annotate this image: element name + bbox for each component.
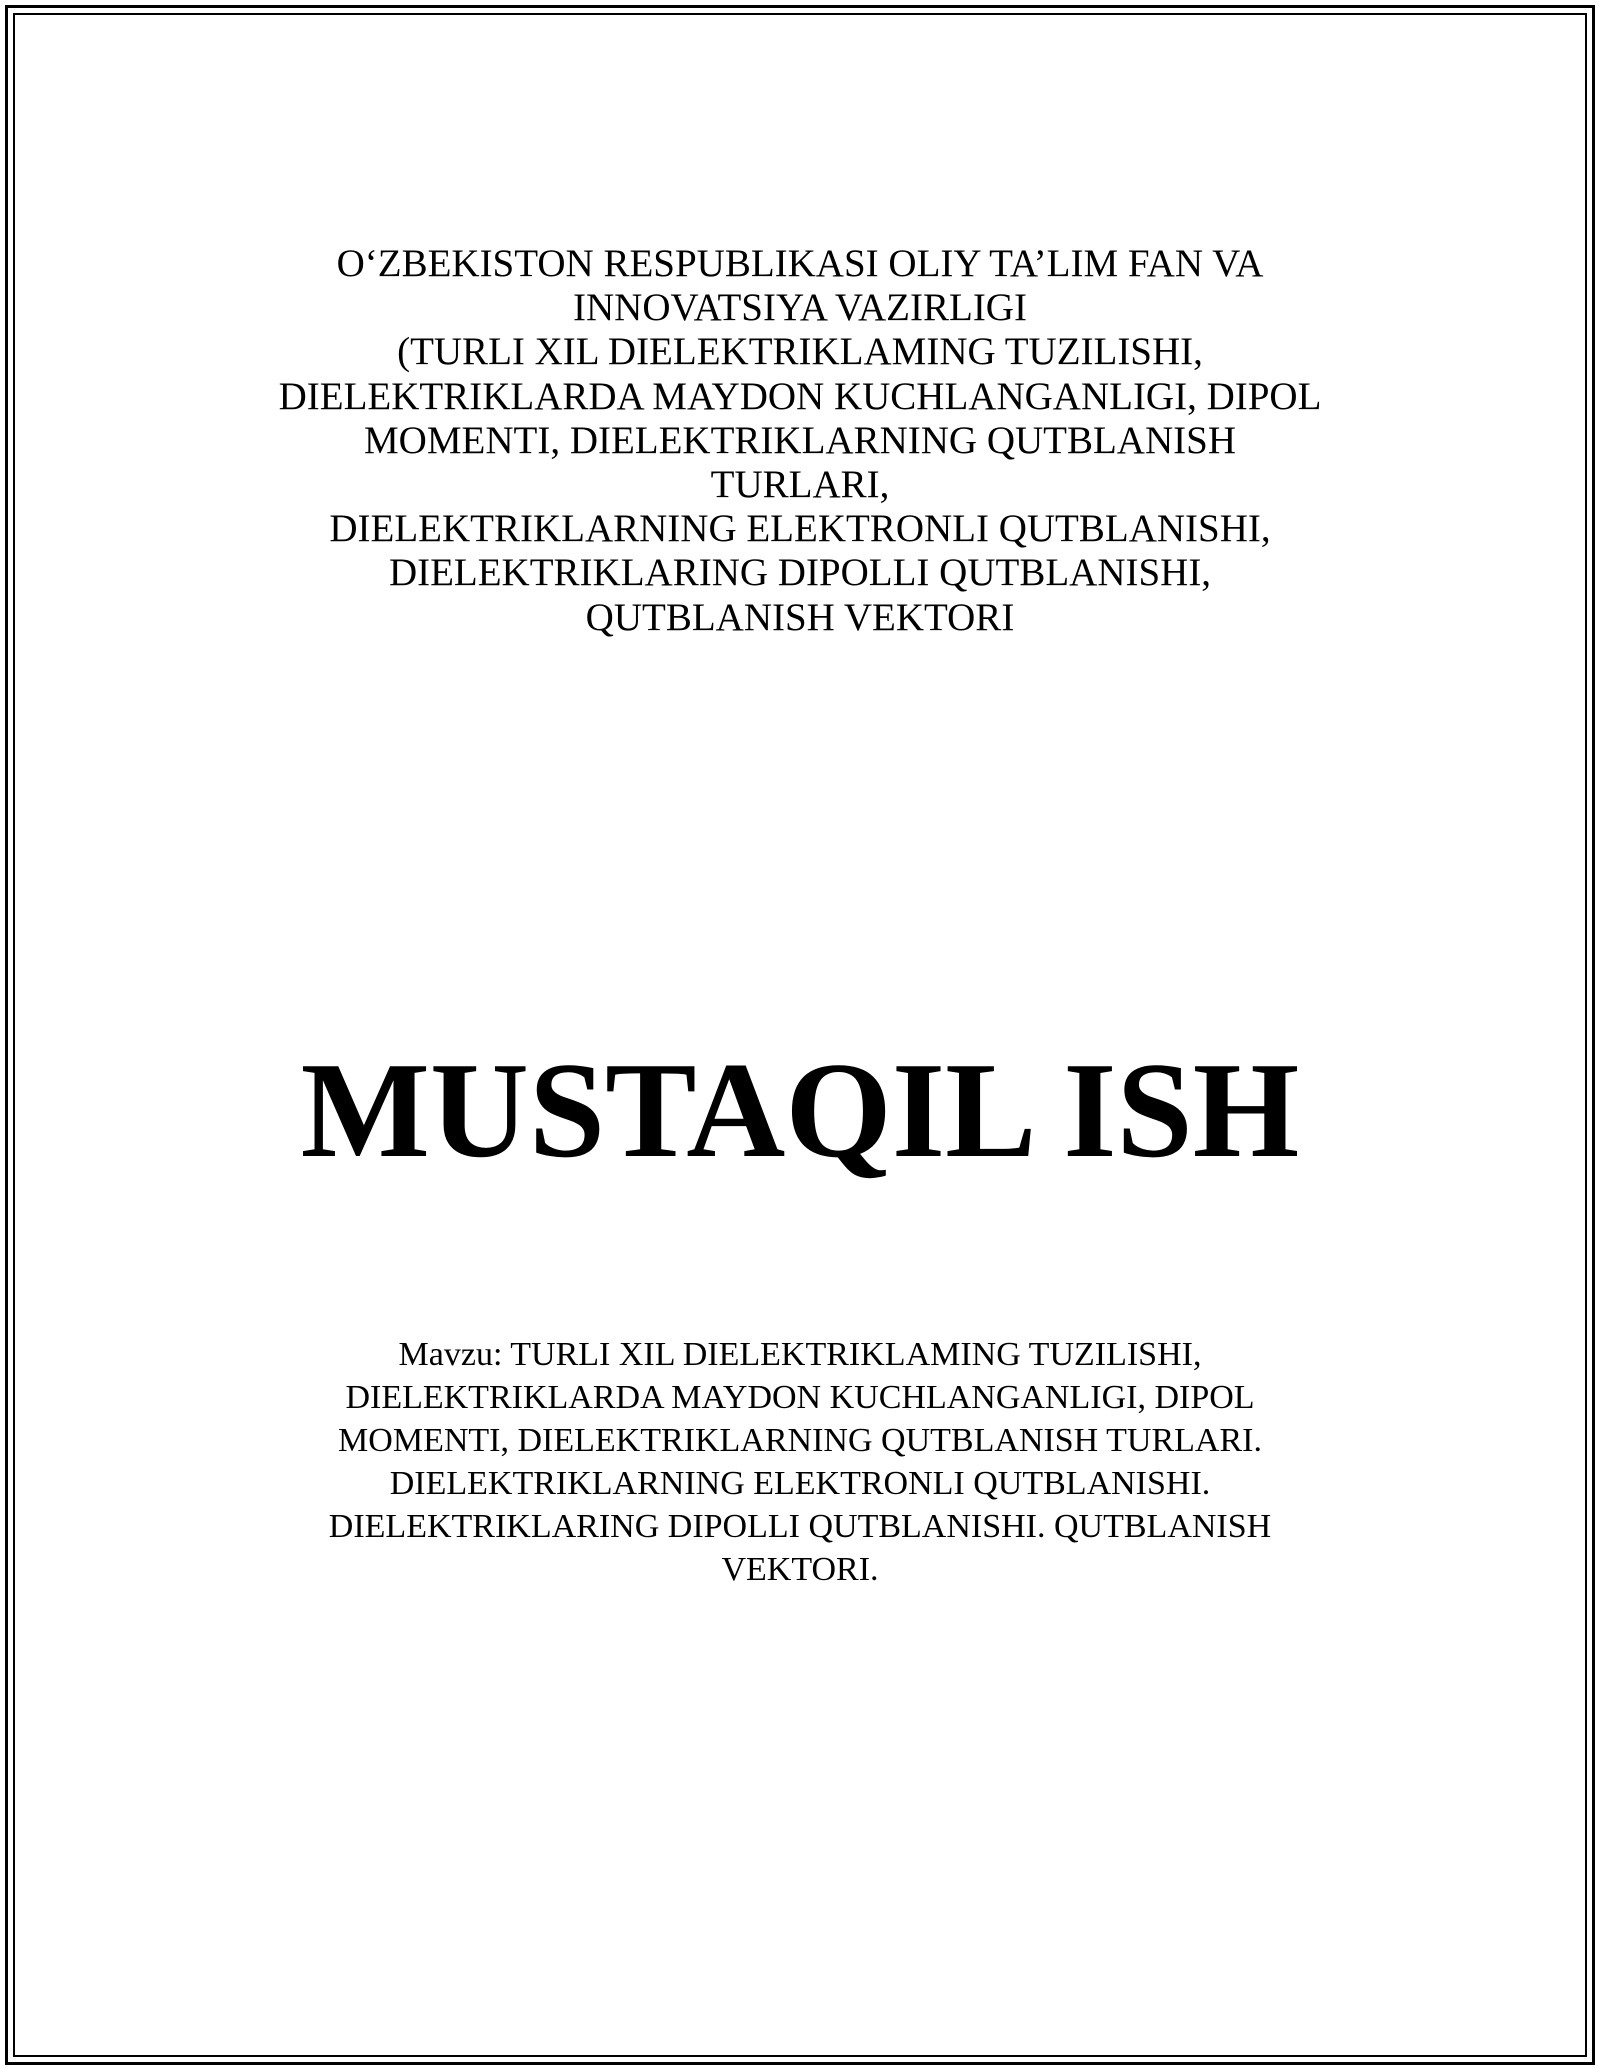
header-line: MOMENTI, DIELEKTRIKLARNING QUTBLANISH [364,418,1236,462]
topic-line: Mavzu: TURLI XIL DIELEKTRIKLAMING TUZILISHI, [398,1336,1202,1373]
header-line: QUTBLANISH VEKTORI [585,595,1015,639]
header-line: O‘ZBEKISTON RESPUBLIKASI OLIY TA’LIM FAN VA [336,242,1264,285]
header-line: INNOVATSIYA VAZIRLIGI [573,286,1027,330]
topic-line: DIELEKTRIKLARING DIPOLLI QUTBLANISHI. QUTBLANISH [328,1508,1272,1545]
topic-section [200,1333,1400,1591]
header-line: TURLARI, [710,463,890,507]
topic-line: DIELEKTRIKLARNING ELEKTRONLI QUTBLANISHI. [389,1465,1211,1502]
header-line: DIELEKTRIKLARNING ELEKTRONLI QUTBLANISHI, [329,507,1271,551]
header-line: (TURLI XIL DIELEKTRIKLAMING TUZILISHI, [397,330,1203,374]
topic-line: VEKTORI. [721,1551,879,1588]
topic-line: DIELEKTRIKLARDA MAYDON KUCHLANGANLIGI, DIPOL [345,1379,1255,1416]
ministry-header [200,242,1400,640]
header-line: DIELEKTRIKLARING DIPOLLI QUTBLANISHI, [388,551,1212,595]
header-line: DIELEKTRIKLARDA MAYDON KUCHLANGANLIGI, DIPOL [278,374,1322,418]
document-title: MUSTAQIL ISH [300,1034,1300,1186]
topic-line: MOMENTI, DIELEKTRIKLARNING QUTBLANISH TURLARI. [338,1422,1262,1459]
